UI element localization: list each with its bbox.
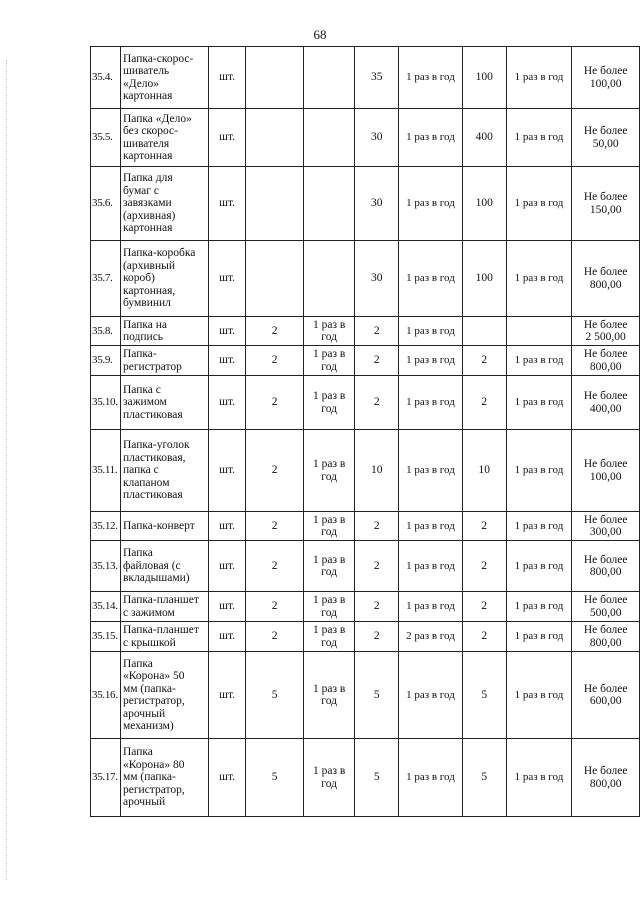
price-cell: Не более 600,00 [572, 652, 640, 739]
table-row [91, 541, 640, 592]
frequency-cell-2: 1 раз в год [506, 652, 572, 739]
item-name: Папка- регистратор [120, 346, 208, 376]
unit-cell: шт. [208, 376, 246, 430]
table-row [91, 109, 640, 167]
frequency-cell: 1 раз в год [399, 512, 463, 541]
table-row [91, 592, 640, 622]
frequency-cell: 1 раз в год [399, 652, 463, 739]
unit-cell: шт. [208, 317, 246, 346]
count-cell: 30 [355, 241, 399, 317]
frequency-cell-2: 1 раз в год [506, 622, 572, 652]
item-name: Папка для бумаг с завязками (архивная) картонная [120, 167, 208, 241]
row-number: 35.14. [91, 592, 121, 622]
period-cell: 1 раз в год [303, 512, 355, 541]
period-cell: 1 раз в год [303, 376, 355, 430]
count-cell: 2 [355, 541, 399, 592]
count-cell-2: 10 [462, 430, 506, 512]
count-cell-2: 5 [462, 652, 506, 739]
price-cell: Не более 150,00 [572, 167, 640, 241]
count-cell-2: 2 [462, 376, 506, 430]
quantity-cell: 5 [246, 739, 303, 817]
count-cell-2: 2 [462, 592, 506, 622]
frequency-cell: 1 раз в год [399, 167, 463, 241]
item-name: Папка-планшет с зажимом [120, 592, 208, 622]
unit-cell: шт. [208, 47, 246, 109]
price-cell: Не более 50,00 [572, 109, 640, 167]
frequency-cell: 2 раз в год [399, 622, 463, 652]
price-cell: Не более 100,00 [572, 47, 640, 109]
count-cell: 2 [355, 512, 399, 541]
row-number: 35.11. [91, 430, 121, 512]
item-name: Папка «Корона» 80 мм (папка- регистратор, арочный [120, 739, 208, 817]
frequency-cell-2: 1 раз в год [506, 109, 572, 167]
period-cell: 1 раз в год [303, 346, 355, 376]
frequency-cell: 1 раз в год [399, 541, 463, 592]
frequency-cell: 1 раз в год [399, 241, 463, 317]
count-cell-2 [462, 317, 506, 346]
row-number: 35.5. [91, 109, 121, 167]
count-cell: 5 [355, 652, 399, 739]
item-name: Папка-коробка (архивный короб) картонная, бумвинил [120, 241, 208, 317]
unit-cell: шт. [208, 109, 246, 167]
row-number: 35.17. [91, 739, 121, 817]
count-cell-2: 100 [462, 47, 506, 109]
frequency-cell-2: 1 раз в год [506, 592, 572, 622]
count-cell: 2 [355, 346, 399, 376]
count-cell-2: 2 [462, 541, 506, 592]
quantity-cell: 5 [246, 652, 303, 739]
table-row [91, 652, 640, 739]
count-cell-2: 100 [462, 241, 506, 317]
frequency-cell-2: 1 раз в год [506, 541, 572, 592]
price-cell: Не более 800,00 [572, 739, 640, 817]
item-name: Папка файловая (с вкладышами) [120, 541, 208, 592]
count-cell: 10 [355, 430, 399, 512]
price-cell: Не более 300,00 [572, 512, 640, 541]
price-cell: Не более 400,00 [572, 376, 640, 430]
price-cell: Не более 800,00 [572, 346, 640, 376]
count-cell: 35 [355, 47, 399, 109]
row-number: 35.15. [91, 622, 121, 652]
unit-cell: шт. [208, 512, 246, 541]
price-cell: Не более 500,00 [572, 592, 640, 622]
period-cell: 1 раз в год [303, 430, 355, 512]
unit-cell: шт. [208, 430, 246, 512]
price-cell: Не более 800,00 [572, 622, 640, 652]
quantity-cell: 2 [246, 346, 303, 376]
count-cell-2: 2 [462, 622, 506, 652]
quantity-cell: 2 [246, 541, 303, 592]
count-cell-2: 100 [462, 167, 506, 241]
scan-edge-line [6, 60, 8, 880]
table-row [91, 167, 640, 241]
item-name: Папка-конверт [120, 512, 208, 541]
row-number: 35.4. [91, 47, 121, 109]
quantity-cell [246, 109, 303, 167]
unit-cell: шт. [208, 541, 246, 592]
frequency-cell-2: 1 раз в год [506, 739, 572, 817]
period-cell: 1 раз в год [303, 622, 355, 652]
row-number: 35.9. [91, 346, 121, 376]
unit-cell: шт. [208, 167, 246, 241]
count-cell-2: 400 [462, 109, 506, 167]
quantity-cell [246, 241, 303, 317]
table-row [91, 47, 640, 109]
item-name: Папка на подпись [120, 317, 208, 346]
period-cell: 1 раз в год [303, 317, 355, 346]
period-cell [303, 167, 355, 241]
price-cell: Не более 800,00 [572, 241, 640, 317]
frequency-cell: 1 раз в год [399, 592, 463, 622]
item-name: Папка-скорос- шиватель «Дело» картонная [120, 47, 208, 109]
quantity-cell [246, 167, 303, 241]
table-row [91, 317, 640, 346]
table-row [91, 376, 640, 430]
frequency-cell: 1 раз в год [399, 109, 463, 167]
price-cell: Не более 800,00 [572, 541, 640, 592]
period-cell: 1 раз в год [303, 592, 355, 622]
count-cell: 2 [355, 592, 399, 622]
quantity-cell [246, 47, 303, 109]
frequency-cell: 1 раз в год [399, 47, 463, 109]
unit-cell: шт. [208, 622, 246, 652]
frequency-cell: 1 раз в год [399, 376, 463, 430]
table-row [91, 512, 640, 541]
row-number: 35.16. [91, 652, 121, 739]
quantity-cell: 2 [246, 512, 303, 541]
frequency-cell-2: 1 раз в год [506, 167, 572, 241]
row-number: 35.10. [91, 376, 121, 430]
quantity-cell: 2 [246, 622, 303, 652]
count-cell-2: 2 [462, 346, 506, 376]
frequency-cell-2: 1 раз в год [506, 241, 572, 317]
item-name: Папка-планшет с крышкой [120, 622, 208, 652]
period-cell [303, 241, 355, 317]
period-cell: 1 раз в год [303, 739, 355, 817]
quantity-cell: 2 [246, 317, 303, 346]
period-cell [303, 109, 355, 167]
count-cell: 5 [355, 739, 399, 817]
frequency-cell-2: 1 раз в год [506, 346, 572, 376]
count-cell: 30 [355, 167, 399, 241]
table-row [91, 346, 640, 376]
frequency-cell: 1 раз в год [399, 317, 463, 346]
frequency-cell-2 [506, 317, 572, 346]
row-number: 35.13. [91, 541, 121, 592]
table-row [91, 430, 640, 512]
count-cell: 30 [355, 109, 399, 167]
item-name: Папка «Корона» 50 мм (папка- регистратор, арочный механизм) [120, 652, 208, 739]
row-number: 35.7. [91, 241, 121, 317]
item-name: Папка «Дело» без скорос- шивателя картонная [120, 109, 208, 167]
frequency-cell-2: 1 раз в год [506, 512, 572, 541]
unit-cell: шт. [208, 241, 246, 317]
item-name: Папка с зажимом пластиковая [120, 376, 208, 430]
row-number: 35.12. [91, 512, 121, 541]
count-cell: 2 [355, 376, 399, 430]
frequency-cell-2: 1 раз в год [506, 47, 572, 109]
frequency-cell: 1 раз в год [399, 430, 463, 512]
item-name: Папка-уголок пластиковая, папка с клапаном пластиковая [120, 430, 208, 512]
quantity-cell: 2 [246, 592, 303, 622]
table-row [91, 622, 640, 652]
unit-cell: шт. [208, 592, 246, 622]
frequency-cell: 1 раз в год [399, 739, 463, 817]
frequency-cell-2: 1 раз в год [506, 430, 572, 512]
period-cell [303, 47, 355, 109]
table-row [91, 241, 640, 317]
row-number: 35.8. [91, 317, 121, 346]
period-cell: 1 раз в год [303, 541, 355, 592]
count-cell: 2 [355, 317, 399, 346]
count-cell-2: 2 [462, 512, 506, 541]
unit-cell: шт. [208, 739, 246, 817]
count-cell-2: 5 [462, 739, 506, 817]
frequency-cell: 1 раз в год [399, 346, 463, 376]
quantity-cell: 2 [246, 430, 303, 512]
price-cell: Не более 2 500,00 [572, 317, 640, 346]
page-number: 68 [313, 27, 327, 42]
count-cell: 2 [355, 622, 399, 652]
row-number: 35.6. [91, 167, 121, 241]
table-body [91, 47, 640, 817]
table-row [91, 739, 640, 817]
unit-cell: шт. [208, 652, 246, 739]
unit-cell: шт. [208, 346, 246, 376]
price-cell: Не более 100,00 [572, 430, 640, 512]
frequency-cell-2: 1 раз в год [506, 376, 572, 430]
period-cell: 1 раз в год [303, 652, 355, 739]
quantity-cell: 2 [246, 376, 303, 430]
supplies-table [90, 46, 640, 817]
